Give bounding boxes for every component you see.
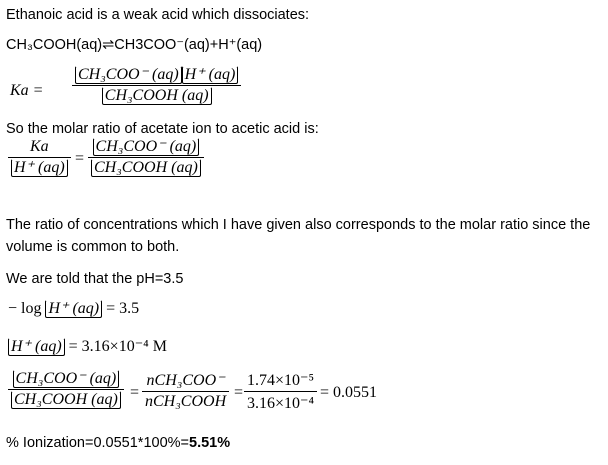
ph-statement: We are told that the pH=3.5: [6, 271, 184, 287]
ka-fraction: [72, 66, 241, 105]
paragraph-line-1: The ratio of concentrations which I have given also corresponds to the molar ratio since the: [6, 217, 591, 233]
ionization-value: 5.51%: [189, 435, 231, 451]
ratio-left-fraction: [8, 138, 71, 177]
ka-numerator-h: H⁺ (aq): [182, 66, 239, 84]
h-concentration: [8, 336, 167, 356]
ratio-numerator: CH₃COO⁻ (aq): [93, 138, 200, 156]
equals-1: =: [130, 384, 140, 401]
ka-label: Ka =: [10, 82, 44, 99]
h-value-h: H⁺ (aq): [8, 338, 65, 356]
ka-denominator: CH₃COOH (aq): [102, 87, 212, 105]
ratio-ka: Ka: [29, 138, 49, 155]
numeric-numerator: 1.74×10⁻⁵: [247, 372, 315, 389]
log-equation: [8, 300, 139, 318]
ka-numerator-acetate: CH₃COO⁻ (aq): [75, 66, 182, 84]
ratio-denominator: CH₃COOH (aq): [91, 159, 201, 177]
final-result: = 0.0551: [320, 384, 378, 401]
mole-ratio-numerator: nCH₃COO⁻: [146, 372, 225, 389]
dissociation-equation: CH₃COOH(aq)⇌CH3COO⁻(aq)+H⁺(aq): [6, 37, 263, 53]
numeric-fraction: [244, 370, 317, 413]
equals-2: =: [234, 384, 244, 401]
paragraph-line-2: volume is common to both.: [6, 239, 180, 255]
mole-ratio-fraction: [142, 370, 229, 411]
numeric-denominator: 3.16×10⁻⁴: [247, 395, 315, 412]
molar-ratio-text: So the molar ratio of acetate ion to acetic acid is:: [6, 121, 319, 137]
ratio-right-fraction: [88, 138, 204, 177]
conc-ratio-numerator: CH₃COO⁻ (aq): [13, 370, 120, 388]
conc-ratio-fraction: [8, 370, 124, 409]
ionization-prefix: % Ionization=0.0551*100%=: [6, 435, 190, 451]
log-result: = 3.5: [106, 300, 140, 317]
conc-ratio-denominator: CH₃COOH (aq): [11, 391, 121, 409]
ionization-line: [6, 432, 230, 454]
mole-ratio-denominator: nCH₃COOH: [145, 393, 227, 410]
log-prefix: − log: [8, 300, 42, 317]
ratio-h: H⁺ (aq): [11, 159, 68, 177]
ratio-equals: =: [75, 150, 85, 167]
h-value-result: = 3.16×10⁻⁴ M: [68, 338, 167, 355]
log-h: H⁺ (aq): [45, 300, 102, 318]
intro-text: Ethanoic acid is a weak acid which dissociates:: [6, 7, 310, 23]
